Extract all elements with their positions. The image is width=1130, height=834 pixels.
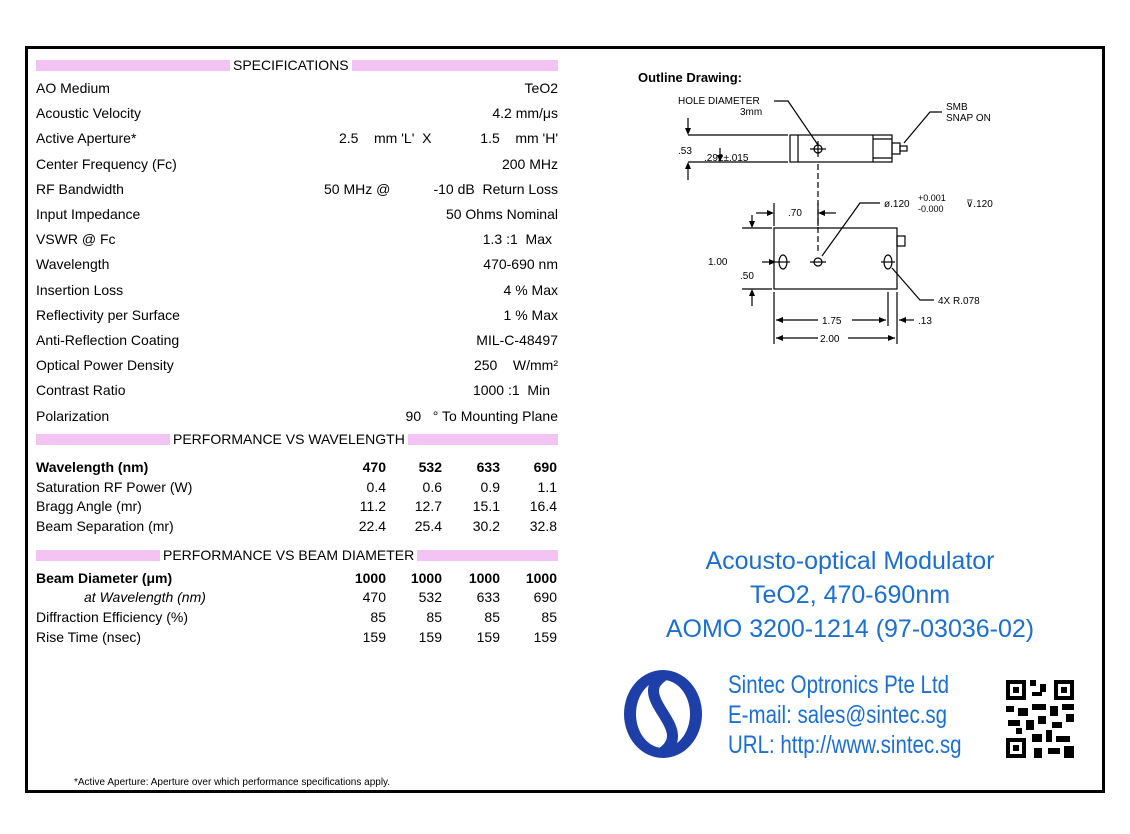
table-cell: 159 <box>533 629 557 645</box>
table-row-label: Beam Separation (mr) <box>36 518 174 534</box>
dim-label: ø.120 <box>884 199 910 210</box>
spec-label: Active Aperture* <box>36 130 137 147</box>
table-cell: 633 <box>476 589 500 605</box>
spec-label: Acoustic Velocity <box>36 105 142 122</box>
table-cell: 690 <box>533 459 557 475</box>
spec-label: Input Impedance <box>36 206 141 222</box>
dim-label: .13 <box>918 316 932 327</box>
hole-diameter-label: HOLE DIAMETER <box>678 96 760 107</box>
smb-label: SMB <box>946 102 968 113</box>
table-row-label: Diffraction Efficiency (%) <box>36 609 188 625</box>
product-line-1: Acousto-optical Modulator <box>705 547 995 575</box>
table-row-label: Bragg Angle (mr) <box>36 498 142 514</box>
dim-label: .53 <box>678 146 692 157</box>
table-cell: 25.4 <box>414 518 442 534</box>
spec-label: Optical Power Density <box>36 357 174 374</box>
spec-value: 1000 :1 Min <box>472 382 550 399</box>
spec-value: 90 ° To Mounting Plane <box>405 407 558 424</box>
table-cell: 16.4 <box>529 498 557 514</box>
spec-label: Contrast Ratio <box>36 382 126 399</box>
product-title <box>620 544 1080 646</box>
smb-connector <box>892 143 900 154</box>
dim-label: 1.75 <box>822 316 842 327</box>
table-cell: 159 <box>476 629 500 645</box>
table-row-label: at Wavelength (nm) <box>84 589 206 605</box>
spec-label: VSWR @ Fc <box>36 231 116 248</box>
table-cell: 1000 <box>468 570 500 586</box>
table-cell: 15.1 <box>472 498 500 514</box>
company-url[interactable]: URL: http://www.sintec.sg <box>728 731 962 759</box>
table-cell: 1000 <box>354 570 386 586</box>
specifications-title: SPECIFICATIONS <box>230 57 352 73</box>
table-cell: 633 <box>476 459 500 475</box>
company-info <box>728 670 962 760</box>
table-cell: 85 <box>426 609 442 625</box>
table-cell: 85 <box>541 609 557 625</box>
dim-label: .292±.015 <box>704 153 749 164</box>
table-cell: 85 <box>484 609 500 625</box>
table-cell: 532 <box>418 589 442 605</box>
dim-label: .50 <box>740 271 754 282</box>
spec-value-primary: 50 MHz @ <box>324 180 391 197</box>
spec-value: -10 dB Return Loss <box>433 180 558 197</box>
perf-beam-header-label: Beam Diameter (μm) <box>36 570 173 586</box>
table-cell: 85 <box>370 609 386 625</box>
spec-value: TeO2 <box>524 80 558 96</box>
spec-value: 250 W/mm² <box>473 357 558 374</box>
table-cell: 0.9 <box>480 479 500 495</box>
spec-value: 1.3 :1 Max <box>482 231 552 248</box>
spec-label: Anti-Reflection Coating <box>36 332 180 348</box>
table-cell: 159 <box>418 629 442 645</box>
spec-label: Reflectivity per Surface <box>36 306 180 323</box>
table-cell: 11.2 <box>359 498 386 514</box>
table-cell: 22.4 <box>358 518 386 534</box>
outline-drawing-title: Outline Drawing: <box>638 70 742 85</box>
table-row-label: Rise Time (nsec) <box>36 629 142 645</box>
spec-value: 1 % Max <box>503 306 558 323</box>
company-logo <box>622 668 704 760</box>
spec-label: Insertion Loss <box>36 281 124 298</box>
dim-label: ⊽.120 <box>966 199 993 210</box>
table-cell: 32.8 <box>529 518 557 534</box>
footnote: *Active Aperture: Aperture over which performance specifications apply. <box>74 777 391 788</box>
dim-label: 4X R.078 <box>938 296 980 307</box>
table-cell: 532 <box>418 459 442 475</box>
spec-label: RF Bandwidth <box>36 180 124 197</box>
product-line-2: TeO2, 470-690nm <box>749 581 951 609</box>
table-cell: 159 <box>362 629 386 645</box>
company-email[interactable]: E-mail: sales@sintec.sg <box>728 701 948 729</box>
spec-value: 4 % Max <box>503 281 558 298</box>
spec-value: 1.5 mm 'H' <box>480 130 558 147</box>
drawing-dimension-labels <box>678 96 993 345</box>
table-cell: 1.1 <box>537 479 557 495</box>
product-line-3: AOMO 3200-1214 (97-03036-02) <box>665 615 1035 643</box>
spec-label: AO Medium <box>36 80 110 96</box>
snap-on-label: SNAP ON <box>946 113 991 124</box>
dim-label: 1.00 <box>708 257 728 268</box>
perf-wavelength-title: PERFORMANCE VS WAVELENGTH <box>170 431 408 447</box>
table-cell: 30.2 <box>472 518 500 534</box>
table-cell: 470 <box>362 459 386 475</box>
spec-value: 470-690 nm <box>483 256 558 273</box>
dim-label: .70 <box>788 208 802 219</box>
table-cell: 1000 <box>525 570 557 586</box>
hole-size-label: 3mm <box>740 107 763 118</box>
qr-code-icon <box>1004 678 1076 760</box>
table-cell: 0.4 <box>366 479 386 495</box>
spec-value: 4.2 mm/μs <box>492 105 558 122</box>
spec-label: Center Frequency (Fc) <box>36 155 177 172</box>
perf-wavelength-header-label: Wavelength (nm) <box>36 459 149 475</box>
table-cell: 12.7 <box>414 498 442 514</box>
spec-value: MIL-C-48497 <box>476 332 558 348</box>
spec-value: 200 MHz <box>501 155 558 172</box>
table-cell: 0.6 <box>422 479 442 495</box>
spec-label: Polarization <box>36 407 110 424</box>
dim-label: 2.00 <box>820 334 840 345</box>
table-row-label: Saturation RF Power (W) <box>36 479 193 495</box>
table-cell: 1000 <box>410 570 442 586</box>
perf-beam-title: PERFORMANCE VS BEAM DIAMETER <box>160 547 417 563</box>
spec-value-primary: 2.5 mm 'L' X <box>339 130 432 147</box>
company-name: Sintec Optronics Pte Ltd <box>728 671 950 699</box>
table-cell: 470 <box>362 589 386 605</box>
spec-value: 50 Ohms Nominal <box>445 206 558 222</box>
spec-label: Wavelength <box>36 256 110 273</box>
dim-label: -0.000 <box>918 204 944 214</box>
table-cell: 690 <box>533 589 557 605</box>
dim-label: +0.001 <box>918 193 946 203</box>
